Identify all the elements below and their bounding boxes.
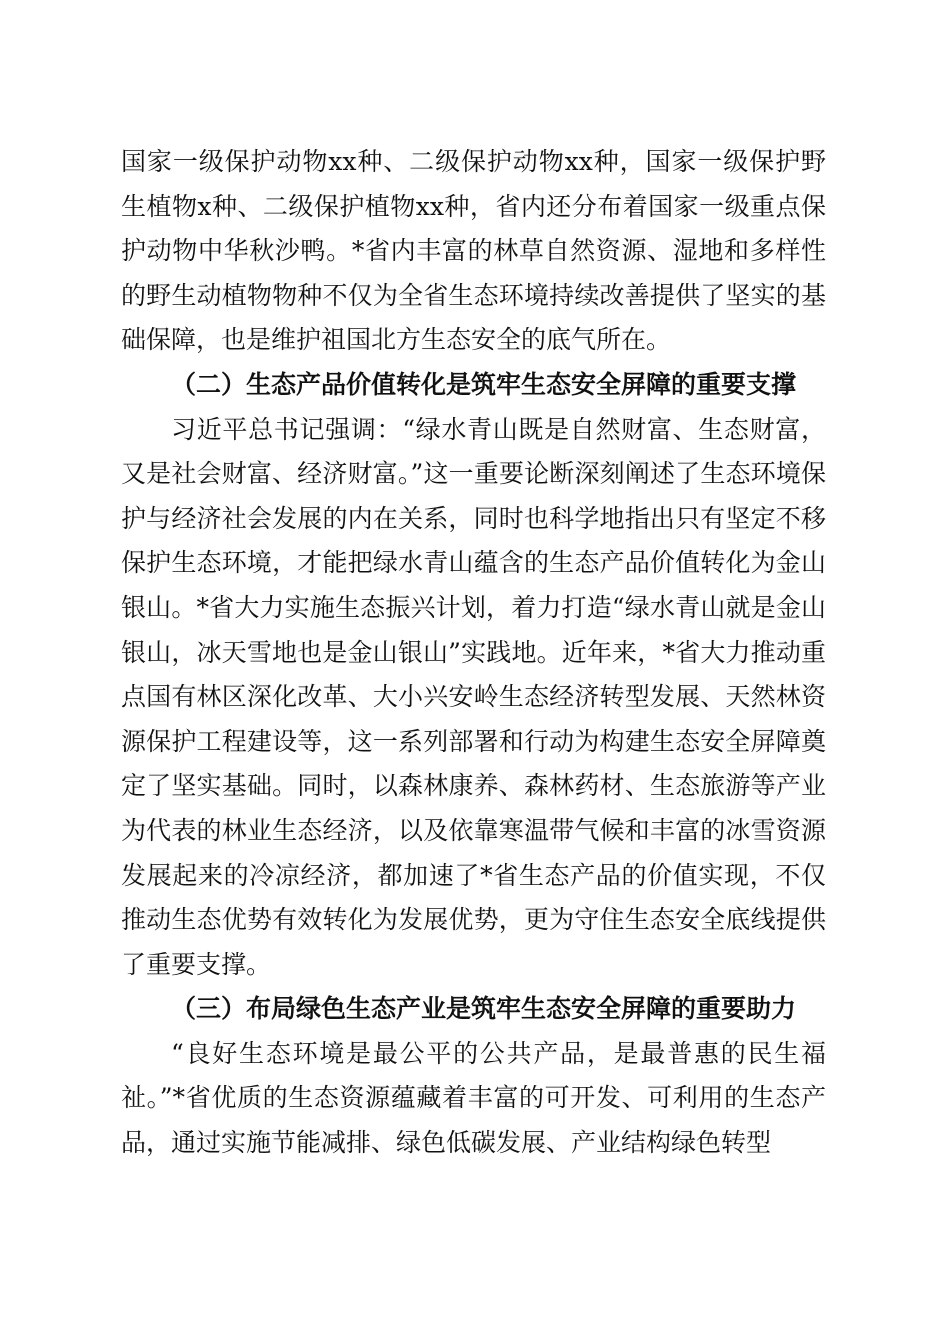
- paragraph-protected-species: 国家一级保护动物xx种、二级保护动物xx种，国家一级保护野生植物x种、二级保护植物xx种，省内还分布着国家一级重点保护动物中华秋沙鸭。*省内丰富的林草自然资源、湿地和多样性的野生动植物物种不仅为全省生态环境持续改善提供了坚实的基础保障，也是维护祖国北方生态安全的底气所在。: [121, 147, 826, 355]
- paragraph-green-industry: “良好生态环境是最公平的公共产品，是最普惠的民生福祉。”*省优质的生态资源蕴藏着丰富的可开发、可利用的生态产品，通过实施节能减排、绿色低碳发展、产业结构绿色转型: [121, 1038, 826, 1158]
- section-heading-2: （二）生态产品价值转化是筑牢生态安全屏障的重要支撑: [171, 369, 797, 399]
- paragraph-eco-product-value: 习近平总书记强调：“绿水青山既是自然财富、生态财富，又是社会财富、经济财富。”这一重要论断深刻阐述了生态环境保护与经济社会发展的内在关系，同时也科学地指出只有坚定不移保护生态环境，才能把绿水青山蕴含的生态产品价值转化为金山银山。*省大力实施生态振兴计划，着力打造“绿水青山就是金山银山，冰天雪地也是金山银山”实践地。近年来，*省大力推动重点国有林区深化改革、大小兴安岭生态经济转型发展、天然林资源保护工程建设等，这一系列部署和行动为构建生态安全屏障奠定了坚实基础。同时，以森林康养、森林药材、生态旅游等产业为代表的林业生态经济，以及依靠寒温带气候和丰富的冰雪资源发展起来的冷凉经济，都加速了*省生态产品的价值实现，不仅推动生态优势有效转化为发展优势，更为守住生态安全底线提供了重要支撑。: [121, 414, 826, 979]
- section-heading-3: （三）布局绿色生态产业是筑牢生态安全屏障的重要助力: [171, 994, 797, 1024]
- document-body: [121, 140, 826, 1166]
